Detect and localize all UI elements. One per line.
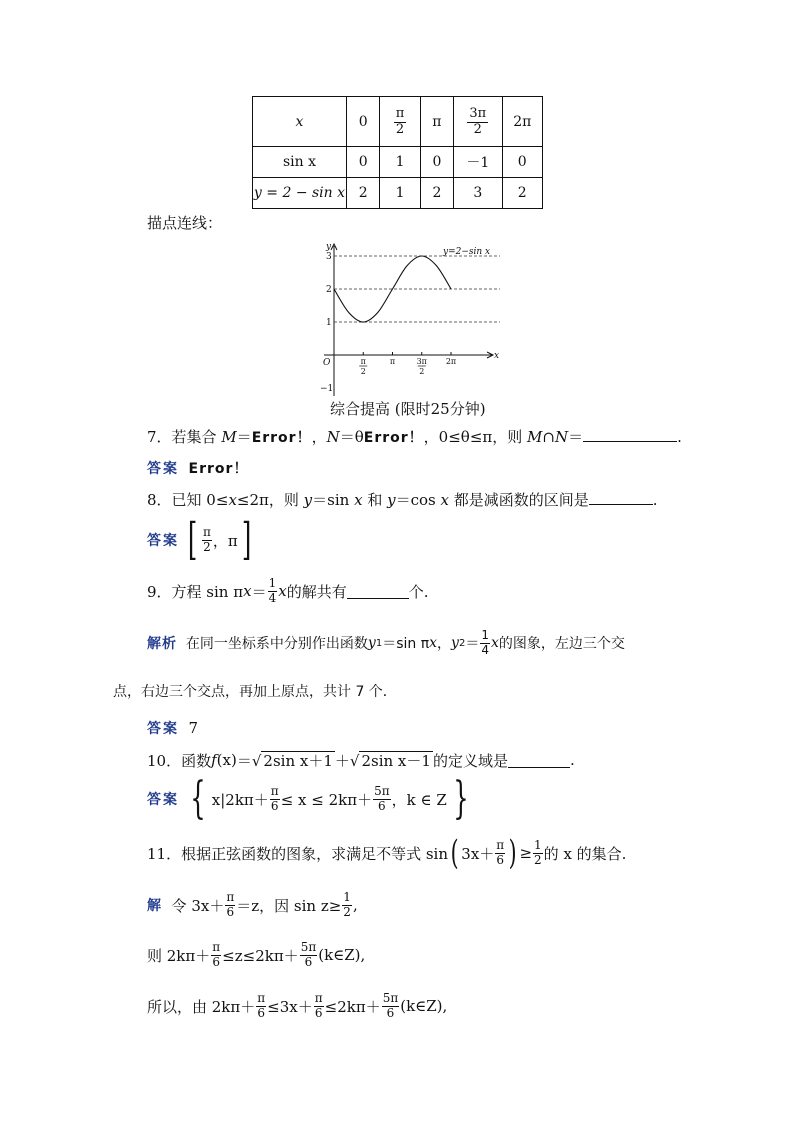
table-cell: 2 [502,178,543,209]
table-cell: $\frac{\pi}{2}$ [380,97,420,147]
table-cell: π [420,97,453,147]
solution-9: 解析 在同一坐标系中分别作出函数 y 1 ＝sin π x ， y 2 ＝ $\frac{1}{4}$ x 的图象，左边三个交 [147,628,625,657]
table-cell: 0 [502,147,543,178]
table-cell: 2 [420,178,453,209]
answer-8: 答案 [ $\frac{\pi}{2}$ ，π ] [147,514,252,565]
y-tick-label: 3 [326,252,332,262]
solution-9-line2: 点，右边三个交点，再加上原点，共计 7 个． [113,684,397,700]
x-tick-label: π [389,357,396,366]
table-cell: 2π [502,97,543,147]
answer-10: 答案 { x|2kπ＋ $\frac{\pi}{6}$ ≤ x ≤ 2kπ＋ $\frac{5\pi}{6}$ ，k ∈ Z } [147,773,469,824]
table-cell: 2 [346,178,379,209]
x-tick-label-denominator: 2 [419,367,425,376]
answer-blank[interactable] [589,489,653,505]
y-axis-label: y [326,242,332,252]
table-header-sin: sin x [253,147,347,178]
curve-label: y=2−sin x [443,247,491,257]
x-tick-label-denominator: 2 [360,367,366,376]
answer-blank[interactable] [508,752,570,768]
table-cell: $\frac{3\pi}{2}$ [454,97,502,147]
x-tick-label: 2π [445,357,457,366]
y-tick-label: 2 [326,285,332,295]
answer-blank[interactable] [583,426,677,442]
section-title: 综合提高 (限时25分钟) [330,400,486,418]
question-8: 8．已知 0≤x≤2π，则 y＝sin x 和 y＝cos x 都是减函数的区间是 . [147,491,658,509]
solution-11-line2: 则 2kπ＋ $\frac{\pi}{6}$ ≤z≤2kπ＋ $\frac{5\pi}{6}$ (k∈Z), [147,940,366,969]
question-7: 7．若集合 M＝Error！，N＝θError！，0≤θ≤π，则 M∩N＝ . [147,428,682,446]
table-cell: 1 [380,147,420,178]
question-9: 9．方程 sin π x ＝ $\frac{1}{4}$ x 的解共有 个. [147,576,429,605]
sine-graph [300,238,510,396]
answer-7: 答案 Error！ [147,461,249,477]
solution-11-line1: 解 令 3x＋ $\frac{\pi}{6}$ ＝z，因 sin z≥ $\frac{1}{2}$ , [147,890,358,919]
table-cell: 0 [420,147,453,178]
x-tick-label: 3π [416,357,427,366]
table-cell: －1 [454,147,502,178]
y-tick-label: −1 [320,384,334,394]
plot-heading: 描点连线： [147,214,223,232]
table-cell: 0 [346,97,379,147]
question-11: 11．根据正弦函数的图象，求满足不等式 sin ( 3x＋ $\frac{\pi}{6}$ ) ≥ $\frac{1}{2}$ 的 x 的集合. [147,833,627,873]
question-10: 10．函数 f (x) ＝ √ 2sin x＋1 ＋ √ 2sin x－1 的定义域是 . [147,751,575,770]
table-cell: 1 [380,178,420,209]
x-axis-label: x [494,351,500,361]
table-cell: 3 [454,178,502,209]
y-tick-label: 1 [326,318,332,328]
origin-label: O [323,358,331,368]
answer-9: 答案 7 [147,719,199,737]
values-table [252,96,543,209]
x-tick-label: π [360,357,366,366]
solution-11-line3: 所以，由 2kπ＋ $\frac{\pi}{6}$ ≤3x＋ $\frac{\pi}{6}$ ≤2kπ＋ $\frac{5\pi}{6}$ (k∈Z), [147,991,448,1020]
answer-blank[interactable] [347,583,409,599]
table-header-y: y = 2 − sin x [253,178,347,209]
table-header-x: x [253,97,347,147]
table-cell: 0 [346,147,379,178]
